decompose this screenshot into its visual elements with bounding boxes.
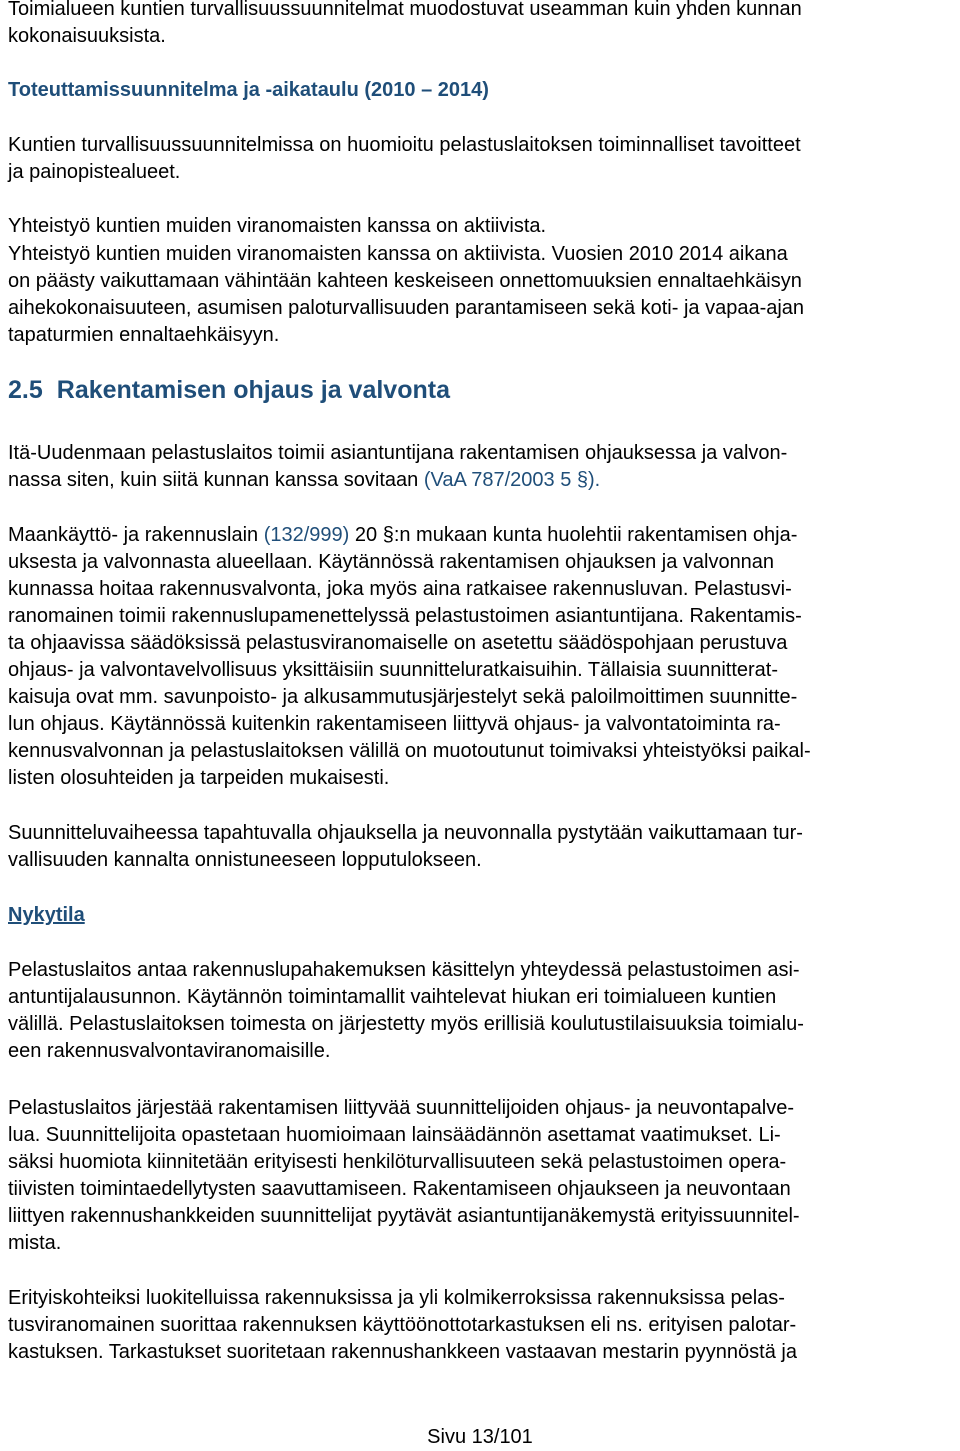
paragraph-line: vallisuuden kannalta onnistuneeseen lopputulokseen. <box>8 849 482 871</box>
section-heading-2-5 <box>8 374 450 406</box>
paragraph-text: nassa siten, kuin siitä kunnan kanssa sovitaan <box>8 469 419 491</box>
section-heading-text: Rakentamisen ohjaus ja valvonta <box>56 376 450 404</box>
paragraph-line: kastuksen. Tarkastukset suoritetaan rakennushankkeen vastaavan mestarin pyynnöstä ja <box>8 1341 797 1363</box>
paragraph-line: ja painopistealueet. <box>8 161 181 183</box>
paragraph-line: Pelastuslaitos järjestää rakentamisen liittyvää suunnittelijoiden ohjaus- ja neuvontapalve- <box>8 1097 795 1119</box>
paragraph-line: ta ohjaavissa säädöksissä pelastusviranomaiselle on asetettu säädöspohjaan perustuva <box>8 632 788 654</box>
paragraph-line: kunnassa hoitaa rakennusvalvonta, joka myös aina ratkaisee rakennusluvan. Pelastusvi- <box>8 578 792 600</box>
paragraph-line: on päästy vaikuttamaan vähintään kahteen keskeiseen onnettomuuksien ennaltaehkäisyn <box>8 270 802 292</box>
paragraph-line: mista. <box>8 1232 62 1254</box>
intro-line: Toimialueen kuntien turvallisuussuunnitelmat muodostuvat useamman kuin yhden kunnan <box>8 0 802 20</box>
section-number: 2.5 <box>8 376 43 404</box>
law-reference-link[interactable]: (VaA 787/2003 5 §). <box>423 469 601 491</box>
section-title-plan: Toteuttamissuunnitelma ja -aikataulu (2010 – 2014) <box>8 79 489 101</box>
intro-line: kokonaisuuksista. <box>8 25 166 47</box>
paragraph-line: kennusvalvonnan ja pelastuslaitoksen välillä on muotoutunut toimivaksi yhteistyöksi paikal- <box>8 740 811 762</box>
paragraph-line: liittyen rakennushankkeiden suunnittelijat pyytävät asiantuntijanäkemystä erityissuunnitel- <box>8 1205 800 1227</box>
paragraph-line: uksesta ja valvonnasta alueellaan. Käytännössä rakentamisen ohjauksen ja valvonnan <box>8 551 775 573</box>
subsection-title-nykytila: Nykytila <box>8 904 85 926</box>
paragraph-line: Pelastuslaitos antaa rakennuslupahakemuksen käsittelyn yhteydessä pelastustoimen asi- <box>8 959 800 981</box>
paragraph-line: tiivisten toimintaedellytysten saavuttamiseen. Rakentamiseen ohjaukseen ja neuvontaan <box>8 1178 791 1200</box>
paragraph-text: Yhteistyö kuntien muiden viranomaisten kanssa on aktiivista. Vuosien 2010 2014 aikana <box>8 243 788 265</box>
paragraph-line: aihekokonaisuuteen, asumisen paloturvallisuuden parantamiseen sekä koti- ja vapaa-ajan <box>8 297 805 319</box>
paragraph-line: Itä-Uudenmaan pelastuslaitos toimii asiantuntijana rakentamisen ohjauksessa ja valvon- <box>8 442 788 464</box>
paragraph-line: tapaturmien ennaltaehkäisyyn. <box>8 324 280 346</box>
paragraph-text: Maankäyttö- ja rakennuslain <box>8 524 259 546</box>
paragraph-line: ohjaus- ja valvontavelvollisuus yksittäisiin suunnitteluratkaisuihin. Tällaisia suunnitterat- <box>8 659 779 681</box>
paragraph-line: Erityiskohteiksi luokitelluissa rakennuksissa ja yli kolmikerroksissa rakennuksissa pelas- <box>8 1287 785 1309</box>
paragraph-line: säksi huomiota kiinnitetään erityisesti henkilöturvallisuuteen sekä pelastustoimen opera- <box>8 1151 787 1173</box>
paragraph-line: välillä. Pelastuslaitoksen toimesta on järjestetty myös erillisiä koulutustilaisuuksia toimialu- <box>8 1013 804 1035</box>
paragraph-text: 20 §:n mukaan kunta huolehtii rakentamisen ohja- <box>354 524 798 546</box>
paragraph-line <box>8 241 788 268</box>
law-reference-link[interactable]: (132/999) <box>263 524 350 546</box>
paragraph-line: ranomainen toimii rakennuslupamenettelyssä pelastustoimen asiantuntijana. Rakentamis- <box>8 605 802 627</box>
page-number: Sivu 13/101 <box>427 1426 533 1448</box>
paragraph-line: een rakennusvalvontaviranomaisille. <box>8 1040 331 1062</box>
paragraph-line: Suunnitteluvaiheessa tapahtuvalla ohjauksella ja neuvonnalla pystytään vaikuttamaan tur- <box>8 822 803 844</box>
paragraph-line: antuntijalausunnon. Käytännön toimintamallit vaihtelevat hiukan eri toimialueen kuntien <box>8 986 777 1008</box>
paragraph-line <box>8 522 797 549</box>
paragraph-line: tusviranomainen suorittaa rakennuksen käyttöönottotarkastuksen eli ns. erityisen palotar- <box>8 1314 797 1336</box>
paragraph-line <box>8 467 600 494</box>
paragraph-line: lun ohjaus. Käytännössä kuitenkin rakentamiseen liittyvä ohjaus- ja valvontatoiminta ra- <box>8 713 781 735</box>
paragraph-line: Yhteistyö kuntien muiden viranomaisten kanssa on aktiivista. <box>8 215 547 237</box>
paragraph-line: lua. Suunnittelijoita opastetaan huomioimaan lainsäädännön asettamat vaatimukset. Li- <box>8 1124 781 1146</box>
paragraph-line: kaisuja ovat mm. savunpoisto- ja alkusammutusjärjestelyt sekä paloilmoittimen suunnitte- <box>8 686 798 708</box>
paragraph-line: listen olosuhteiden ja tarpeiden mukaisesti. <box>8 767 390 789</box>
paragraph-line: Kuntien turvallisuussuunnitelmissa on huomioitu pelastuslaitoksen toiminnalliset tavoitteet <box>8 134 801 156</box>
